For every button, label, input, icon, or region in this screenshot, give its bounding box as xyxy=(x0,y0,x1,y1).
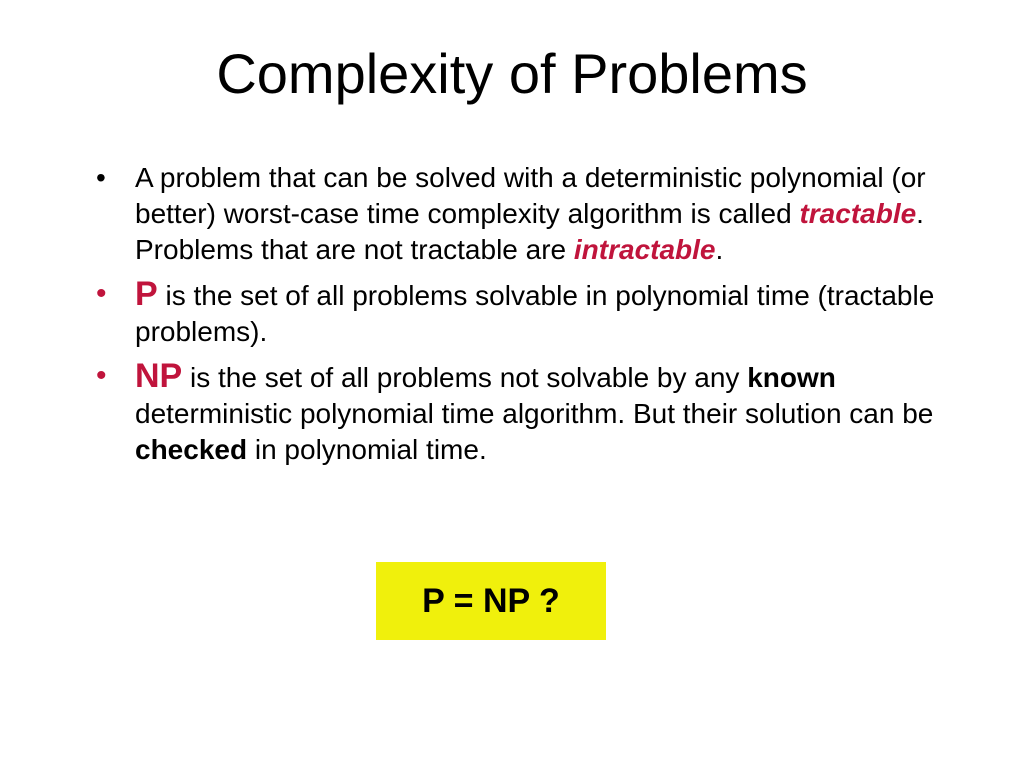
bullet-text: . Problems that are not tractable are xyxy=(135,198,924,265)
term-known: known xyxy=(747,362,836,393)
bullet-marker: • xyxy=(96,162,106,193)
slide-title: Complexity of Problems xyxy=(216,42,808,105)
bullet-np xyxy=(96,358,936,468)
bullet-p xyxy=(96,276,936,350)
term-intractable: intractable xyxy=(573,234,716,265)
bullet-text: deterministic polynomial time algorithm. But their solution can be xyxy=(135,398,934,429)
bullet-text: A problem that can be solved with a deterministic polynomial (or better) worst-case time complexity algorithm is called xyxy=(135,162,926,229)
bullet-text: . xyxy=(715,234,724,265)
bullet-marker: • xyxy=(96,359,107,392)
term-checked: checked xyxy=(135,434,248,465)
term-p: P xyxy=(135,275,158,313)
bullet-marker: • xyxy=(96,277,107,310)
term-tractable: tractable xyxy=(799,198,917,229)
p-equals-np-callout: P = NP ? xyxy=(376,562,606,640)
bullet-tractable xyxy=(96,160,936,268)
bullet-text: is the set of all problems not solvable by any xyxy=(182,362,748,393)
bullet-list xyxy=(96,160,936,476)
term-np: NP xyxy=(135,357,183,395)
bullet-text: is the set of all problems solvable in polynomial time (tractable problems). xyxy=(135,280,935,347)
bullet-text: in polynomial time. xyxy=(247,434,487,465)
